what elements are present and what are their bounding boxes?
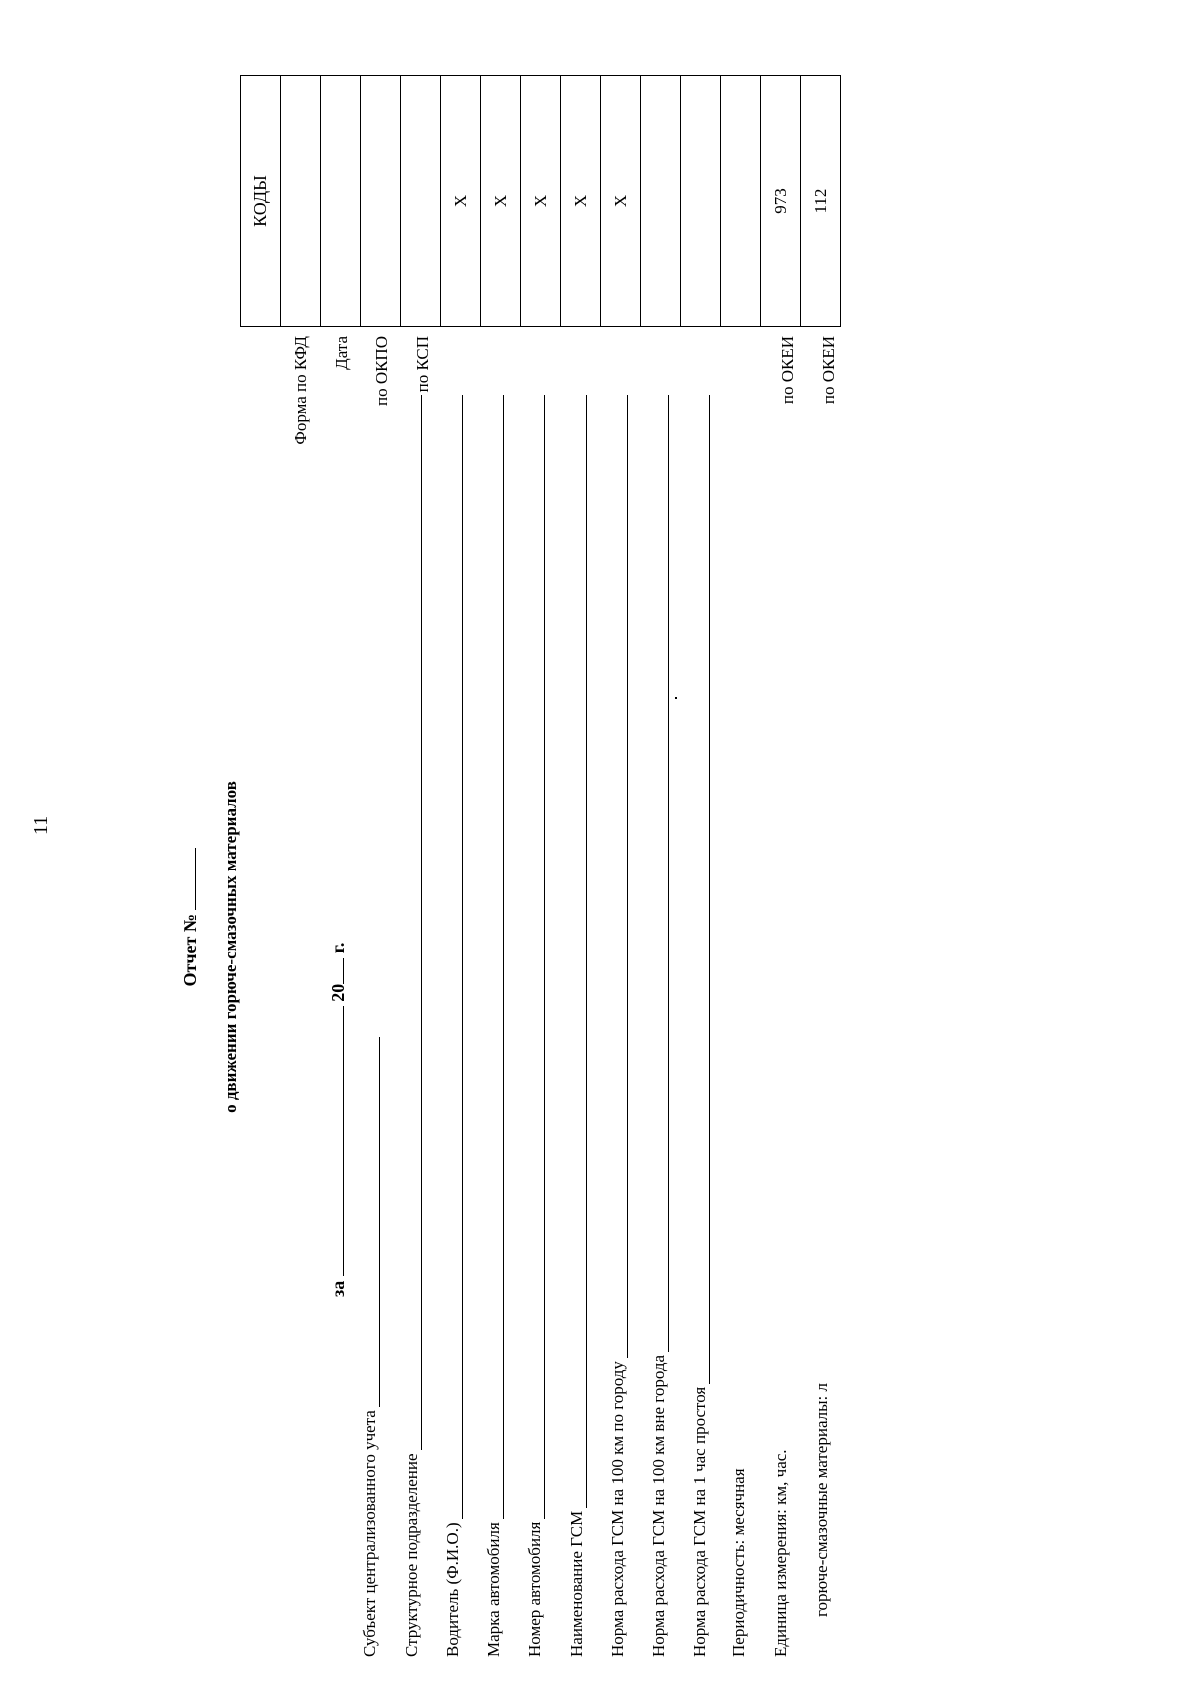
page-number: 11 — [30, 815, 52, 835]
period-year-blank[interactable] — [329, 958, 344, 984]
field-input-line[interactable] — [572, 395, 587, 1508]
codes-label: Дата — [331, 336, 351, 370]
field-label: Норма расхода ГСМ на 100 км по городу — [608, 1361, 627, 1657]
table-row — [641, 76, 681, 327]
codes-cell-okpo[interactable] — [361, 76, 401, 327]
units-text: Единица измерения: км, час. — [771, 1449, 790, 1657]
codes-label: по ОКПО — [372, 336, 392, 407]
codes-cell: X — [521, 76, 561, 327]
table-row — [441, 76, 481, 327]
field-label: Норма расхода ГСМ на 1 час простоя — [690, 1386, 709, 1657]
field-input-line[interactable] — [489, 395, 504, 1519]
table-row — [801, 76, 841, 327]
table-row — [601, 76, 641, 327]
codes-cell-date[interactable] — [321, 76, 361, 327]
table-row — [521, 76, 561, 327]
field-input-line[interactable] — [613, 395, 628, 1358]
codes-table — [240, 75, 841, 327]
field-fuel-name — [565, 395, 587, 1657]
field-label: Марка автомобиля — [484, 1522, 503, 1657]
codes-label — [687, 332, 728, 507]
field-driver — [441, 395, 463, 1657]
field-label: Наименование ГСМ — [567, 1510, 586, 1657]
field-car-number — [523, 395, 545, 1657]
field-norm-idle — [688, 395, 710, 1657]
report-subtitle: о движении горюче-смазочных материалов — [221, 781, 240, 1113]
field-input-line[interactable] — [448, 395, 463, 1519]
codes-labels — [240, 332, 849, 507]
codes-header: КОДЫ — [241, 76, 281, 327]
codes-cell-kfd[interactable] — [281, 76, 321, 327]
codes-label — [646, 332, 687, 507]
periodicity-text: Периодичность: месячная — [729, 1468, 748, 1657]
codes-label — [443, 332, 484, 507]
field-input-line[interactable] — [407, 395, 422, 1450]
codes-cell: X — [441, 76, 481, 327]
codes-cell[interactable] — [681, 76, 721, 327]
codes-cell: X — [481, 76, 521, 327]
field-label: Субъект централизованного учета — [360, 1410, 379, 1657]
field-centralized-entity — [358, 1037, 380, 1657]
field-car-brand — [482, 395, 504, 1657]
field-structural-unit — [400, 395, 422, 1657]
codes-label: по ОКЕИ — [778, 336, 798, 405]
codes-cell-ksp[interactable] — [401, 76, 441, 327]
codes-label — [525, 332, 566, 507]
field-input-line[interactable] — [530, 395, 545, 1519]
field-input-line[interactable] — [695, 395, 710, 1384]
codes-cell: X — [561, 76, 601, 327]
table-row — [281, 76, 321, 327]
period-year: 20 — [328, 983, 348, 1002]
table-row — [361, 76, 401, 327]
codes-label-spacer — [240, 332, 281, 507]
report-number-blank[interactable] — [181, 848, 196, 910]
field-norm-outside-city — [647, 395, 669, 1657]
codes-label: по КСП — [412, 336, 432, 393]
period-prefix: за — [328, 1280, 348, 1297]
field-label: Структурное подразделение — [402, 1453, 421, 1657]
table-row — [721, 76, 761, 327]
stray-mark — [675, 697, 677, 699]
period-month-blank[interactable] — [329, 1006, 344, 1276]
field-input-line[interactable] — [365, 1037, 380, 1407]
codes-cell: X — [601, 76, 641, 327]
codes-label: Форма по КФД — [291, 336, 310, 445]
report-period — [328, 943, 349, 1297]
field-label: Водитель (Ф.И.О.) — [443, 1522, 462, 1657]
field-label: Номер автомобиля — [525, 1521, 544, 1657]
units-fuel-text: горюче-смазочные материалы: л — [812, 1382, 831, 1617]
codes-label — [728, 332, 769, 507]
field-norm-city — [606, 395, 628, 1657]
field-label: Норма расхода ГСМ на 100 км вне города — [649, 1354, 668, 1657]
codes-cell-okei-liters: 112 — [801, 76, 841, 327]
report-title-label: Отчет № — [180, 914, 200, 987]
table-row — [481, 76, 521, 327]
table-row — [321, 76, 361, 327]
codes-label — [484, 332, 525, 507]
report-title — [180, 597, 201, 1237]
table-row — [681, 76, 721, 327]
table-row — [401, 76, 441, 327]
codes-header-row — [241, 76, 281, 327]
table-row — [561, 76, 601, 327]
table-row — [761, 76, 801, 327]
codes-cell[interactable] — [721, 76, 761, 327]
codes-cell[interactable] — [641, 76, 681, 327]
codes-label — [606, 332, 647, 507]
period-suffix: г. — [328, 942, 348, 954]
codes-label: по ОКЕИ — [818, 336, 838, 405]
codes-cell-okei-hours: 973 — [761, 76, 801, 327]
codes-label — [565, 332, 606, 507]
field-input-line[interactable] — [654, 395, 669, 1352]
